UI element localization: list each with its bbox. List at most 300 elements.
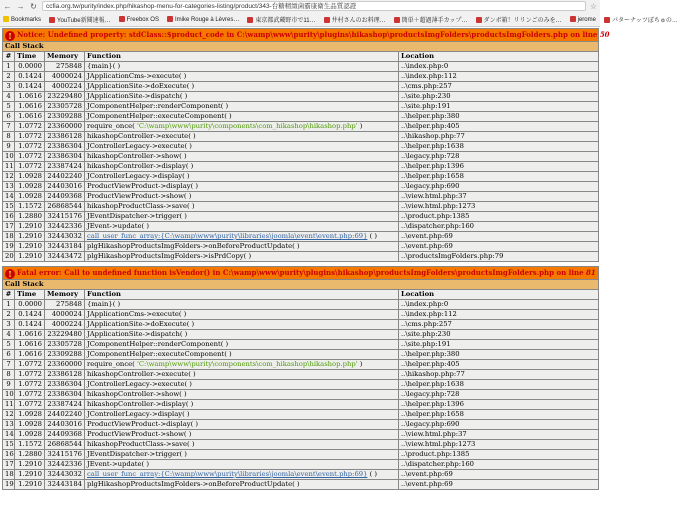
bookmark-label: Bookmarks: [11, 16, 42, 23]
table-row: [3, 152, 599, 162]
function-name: JControllerLegacy->display( ): [87, 172, 190, 180]
row-location: ..\productsImgFolders.php:79: [399, 252, 599, 262]
table-row: [3, 62, 599, 72]
bookmark-favicon-icon: [247, 17, 253, 23]
table-row: [3, 162, 599, 172]
row-index: 2: [3, 310, 15, 320]
function-name: JApplicationSite->doExecute( ): [87, 82, 195, 90]
column-header: Function: [85, 290, 399, 300]
row-index: 7: [3, 122, 15, 132]
call-stack-heading: Call Stack: [3, 280, 599, 290]
row-memory: 23309288: [45, 112, 85, 122]
function-name: plgHikashopProductsImgFolders->isPrdCopy( ): [87, 252, 252, 260]
row-index: 14: [3, 430, 15, 440]
row-index: 2: [3, 72, 15, 82]
row-function: [85, 152, 399, 162]
row-location: ..\event.php:69: [399, 470, 599, 480]
bookmark-item[interactable]: [324, 15, 386, 24]
row-index: 1: [3, 62, 15, 72]
bookmark-item[interactable]: [3, 16, 41, 23]
table-row: [3, 192, 599, 202]
row-function: [85, 390, 399, 400]
table-row: [3, 132, 599, 142]
row-time: 0.1424: [15, 320, 45, 330]
row-index: 15: [3, 202, 15, 212]
row-time: 1.0616: [15, 92, 45, 102]
row-function: [85, 300, 399, 310]
bookmark-item[interactable]: [247, 15, 315, 24]
bookmark-favicon-icon: [49, 17, 55, 23]
bookmark-item[interactable]: [476, 15, 562, 24]
function-name: hikashopController->execute( ): [87, 132, 196, 140]
row-index: 18: [3, 470, 15, 480]
table-row: [3, 232, 599, 242]
row-memory: 23386304: [45, 390, 85, 400]
column-header: Time: [15, 52, 45, 62]
table-row: [3, 252, 599, 262]
row-location: ..\helper.php:1638: [399, 380, 599, 390]
function-link[interactable]: call_user_func_array:{C:\wamp\www\purity\libraries\joomla\event\event.php:69}: [87, 470, 368, 478]
row-location: ..\legacy.php:690: [399, 420, 599, 430]
row-memory: 275848: [45, 300, 85, 310]
row-time: 1.0772: [15, 380, 45, 390]
bookmark-favicon-icon: [604, 17, 610, 23]
row-location: ..\site.php:230: [399, 330, 599, 340]
row-time: 0.0000: [15, 62, 45, 72]
column-header: Memory: [45, 290, 85, 300]
table-row: [3, 82, 599, 92]
url-input[interactable]: ccfia.org.tw/purity/index.php/hikashop-menu-for-categories-listing/product/343-台糖精緻菌霸康衛生品質認證: [42, 1, 586, 11]
row-time: 0.1424: [15, 310, 45, 320]
function-name: {main}( ): [87, 62, 121, 70]
column-header: Time: [15, 290, 45, 300]
row-location: ..\event.php:69: [399, 242, 599, 252]
row-function: [85, 470, 399, 480]
table-row: [3, 102, 599, 112]
error-heading: [3, 29, 610, 42]
error-label: Notice:: [17, 30, 46, 39]
bookmark-item[interactable]: [167, 16, 239, 23]
row-memory: 4000024: [45, 310, 85, 320]
bookmark-item[interactable]: [394, 15, 468, 24]
row-memory: 275848: [45, 62, 85, 72]
row-location: ..\helper.php:1658: [399, 410, 599, 420]
row-memory: 23305728: [45, 340, 85, 350]
row-location: ..\legacy.php:728: [399, 152, 599, 162]
table-row: [3, 112, 599, 122]
column-header: #: [3, 290, 15, 300]
row-index: 16: [3, 212, 15, 222]
column-header: Memory: [45, 52, 85, 62]
row-function: [85, 340, 399, 350]
row-index: 14: [3, 192, 15, 202]
row-function: [85, 232, 399, 242]
row-function: [85, 122, 399, 132]
row-index: 11: [3, 162, 15, 172]
row-location: ..\helper.php:1396: [399, 162, 599, 172]
function-link[interactable]: call_user_func_array:{C:\wamp\www\purity\libraries\joomla\event\event.php:69}: [87, 232, 368, 240]
function-name: ProductViewProduct->display( ): [87, 182, 199, 190]
row-index: 17: [3, 222, 15, 232]
row-function: [85, 380, 399, 390]
row-function: [85, 112, 399, 122]
row-function: [85, 480, 399, 490]
row-time: 1.2910: [15, 232, 45, 242]
row-memory: 24403016: [45, 420, 85, 430]
table-row: [3, 340, 599, 350]
row-memory: 23386304: [45, 380, 85, 390]
row-memory: 23386304: [45, 152, 85, 162]
row-function: [85, 350, 399, 360]
row-location: ..\helper.php:380: [399, 350, 599, 360]
function-name: ProductViewProduct->display( ): [87, 420, 199, 428]
row-time: 1.0928: [15, 172, 45, 182]
bookmark-favicon-icon: [476, 17, 482, 23]
function-name: require_once(: [87, 360, 137, 368]
row-memory: 32443184: [45, 480, 85, 490]
row-function: [85, 212, 399, 222]
error-message: Call to undefined function isVendor() in C:\wamp\www\purity\plugins\hikashop\productsImgFolders\productsImgFolders.php on line: [64, 268, 584, 277]
table-row: [3, 350, 599, 360]
row-time: 1.0772: [15, 370, 45, 380]
error-line: 50: [599, 30, 610, 39]
row-memory: 26868544: [45, 202, 85, 212]
row-time: 1.2910: [15, 480, 45, 490]
function-name: JApplicationSite->dispatch( ): [87, 92, 188, 100]
error-bang-icon: !: [5, 269, 15, 279]
reload-icon[interactable]: ↻: [30, 1, 37, 11]
row-index: 15: [3, 440, 15, 450]
row-function: [85, 330, 399, 340]
table-row: [3, 360, 599, 370]
bookmark-item[interactable]: [570, 16, 596, 23]
row-location: ..\site.php:230: [399, 92, 599, 102]
row-index: 1: [3, 300, 15, 310]
call-stack-heading: Call Stack: [3, 42, 599, 52]
table-row: [3, 72, 599, 82]
row-memory: 23360000: [45, 360, 85, 370]
bookmark-label: Imike Rouge à Lèvres…: [174, 16, 240, 23]
row-location: ..\index.php:112: [399, 72, 599, 82]
row-function: [85, 450, 399, 460]
row-memory: 24402240: [45, 172, 85, 182]
row-function: [85, 460, 399, 470]
row-function: [85, 360, 399, 370]
table-row: [3, 122, 599, 132]
row-time: 1.0772: [15, 122, 45, 132]
column-header: Location: [399, 290, 599, 300]
page-content: [0, 27, 610, 495]
function-name: JComponentHelper::renderComponent( ): [87, 102, 229, 110]
row-time: 0.1424: [15, 82, 45, 92]
row-location: ..\hikashop.php:77: [399, 370, 599, 380]
bookmarks-star-icon: [3, 16, 9, 22]
bookmark-label: YouTube新聞速報…: [57, 17, 111, 24]
row-memory: 32443032: [45, 470, 85, 480]
row-memory: 23229480: [45, 92, 85, 102]
error-label: Fatal error:: [17, 268, 62, 277]
row-index: 6: [3, 350, 15, 360]
bookmarks-bar: [0, 12, 678, 26]
row-memory: 32415176: [45, 450, 85, 460]
table-row: [3, 470, 599, 480]
row-location: ..\site.php:191: [399, 340, 599, 350]
function-name: JApplicationCms->execute( ): [87, 310, 187, 318]
row-location: ..\view.html.php:1273: [399, 202, 599, 212]
row-index: 13: [3, 182, 15, 192]
function-name: hikashopProductClass->save( ): [87, 440, 195, 448]
table-row: [3, 172, 599, 182]
table-row: [3, 310, 599, 320]
row-index: 12: [3, 172, 15, 182]
row-index: 9: [3, 142, 15, 152]
row-time: 1.0772: [15, 142, 45, 152]
table-row: [3, 330, 599, 340]
row-time: 0.0000: [15, 300, 45, 310]
table-row: [3, 92, 599, 102]
row-time: 1.0772: [15, 152, 45, 162]
row-location: ..\index.php:0: [399, 300, 599, 310]
row-time: 1.0772: [15, 390, 45, 400]
row-memory: 24402240: [45, 410, 85, 420]
row-function: [85, 430, 399, 440]
row-function: [85, 400, 399, 410]
table-row: [3, 400, 599, 410]
row-time: 1.0616: [15, 350, 45, 360]
function-name: hikashopController->execute( ): [87, 370, 196, 378]
bookmark-item[interactable]: [49, 15, 111, 24]
browser-chrome: [0, 0, 678, 27]
function-name: hikashopProductClass->save( ): [87, 202, 195, 210]
row-memory: 23387424: [45, 162, 85, 172]
row-memory: 4000224: [45, 82, 85, 92]
function-name: {main}( ): [87, 300, 121, 308]
function-arg: 'C:\wamp\www\purity\components\com_hikashop\hikashop.php': [136, 122, 358, 130]
xdebug-error-table: [2, 266, 599, 490]
row-time: 1.0772: [15, 162, 45, 172]
bookmark-label: ダンボ箱！リリンごのみを…: [483, 17, 562, 24]
row-index: 17: [3, 460, 15, 470]
row-index: 5: [3, 340, 15, 350]
row-time: 1.0772: [15, 400, 45, 410]
row-time: 1.0616: [15, 330, 45, 340]
function-name: hikashopController->display( ): [87, 162, 194, 170]
row-time: 1.0928: [15, 192, 45, 202]
row-function: [85, 62, 399, 72]
function-name: JComponentHelper::executeComponent( ): [87, 350, 232, 358]
table-row: [3, 242, 599, 252]
bookmark-favicon-icon: [394, 17, 400, 23]
row-function: [85, 132, 399, 142]
row-time: 1.2910: [15, 252, 45, 262]
row-function: [85, 162, 399, 172]
row-memory: 23309288: [45, 350, 85, 360]
table-row: [3, 202, 599, 212]
row-index: 8: [3, 370, 15, 380]
row-function: [85, 320, 399, 330]
table-row: [3, 450, 599, 460]
row-memory: 23386128: [45, 370, 85, 380]
row-memory: 32443032: [45, 232, 85, 242]
bookmark-favicon-icon: [119, 16, 125, 22]
row-location: ..\cms.php:257: [399, 82, 599, 92]
row-location: ..\legacy.php:690: [399, 182, 599, 192]
row-index: 10: [3, 390, 15, 400]
row-function: [85, 172, 399, 182]
star-icon[interactable]: ☆: [589, 1, 597, 11]
row-location: ..\product.php:1385: [399, 450, 599, 460]
function-name: hikashopController->display( ): [87, 400, 194, 408]
row-time: 1.0928: [15, 420, 45, 430]
function-name: JEvent->update( ): [87, 460, 149, 468]
row-index: 10: [3, 152, 15, 162]
row-memory: 32443472: [45, 252, 85, 262]
table-row: [3, 430, 599, 440]
row-index: 5: [3, 102, 15, 112]
function-name: ProductViewProduct->show( ): [87, 192, 192, 200]
table-row: [3, 390, 599, 400]
error-message: Undefined property: stdClass::$product_code in C:\wamp\www\purity\plugins\hikashop\productsImgFolders\productsImgFolders.php on line: [47, 30, 598, 39]
function-arg: 'C:\wamp\www\purity\components\com_hikashop\hikashop.php': [136, 360, 358, 368]
table-row: [3, 410, 599, 420]
row-location: ..\helper.php:1638: [399, 142, 599, 152]
function-name: plgHikashopProductsImgFolders->onBeforeProductUpdate( ): [87, 480, 300, 488]
table-row: [3, 380, 599, 390]
row-location: ..\cms.php:257: [399, 320, 599, 330]
column-header: Function: [85, 52, 399, 62]
row-function: [85, 222, 399, 232]
table-row: [3, 320, 599, 330]
row-index: 6: [3, 112, 15, 122]
function-name: hikashopController->show( ): [87, 152, 187, 160]
row-memory: 32415176: [45, 212, 85, 222]
row-time: 1.1572: [15, 202, 45, 212]
row-location: ..\helper.php:405: [399, 360, 599, 370]
row-function: [85, 420, 399, 430]
row-function: [85, 202, 399, 212]
row-function: [85, 192, 399, 202]
forward-icon[interactable]: →: [16, 1, 25, 11]
bookmark-label: 簡単＋超過薄手カップ…: [401, 17, 468, 24]
row-index: 18: [3, 232, 15, 242]
row-time: 1.2910: [15, 460, 45, 470]
row-index: 16: [3, 450, 15, 460]
row-index: 7: [3, 360, 15, 370]
table-row: [3, 480, 599, 490]
row-memory: 4000024: [45, 72, 85, 82]
row-time: 1.0928: [15, 410, 45, 420]
table-row: [3, 300, 599, 310]
column-header: #: [3, 52, 15, 62]
bookmark-label: jerome: [577, 16, 596, 23]
row-index: 20: [3, 252, 15, 262]
bookmark-favicon-icon: [324, 17, 330, 23]
row-index: 4: [3, 92, 15, 102]
row-memory: 32442336: [45, 222, 85, 232]
error-line: 81: [585, 268, 596, 277]
table-row: [3, 440, 599, 450]
row-memory: 32443184: [45, 242, 85, 252]
row-function: [85, 440, 399, 450]
table-row: [3, 222, 599, 232]
row-location: ..\helper.php:405: [399, 122, 599, 132]
table-row: [3, 420, 599, 430]
bookmark-item[interactable]: [119, 16, 159, 23]
row-index: 13: [3, 420, 15, 430]
row-location: ..\helper.php:1658: [399, 172, 599, 182]
function-suffix: ( ): [367, 232, 378, 240]
function-suffix: ): [357, 360, 363, 368]
row-time: 1.2910: [15, 222, 45, 232]
error-bang-icon: !: [5, 31, 15, 41]
function-name: JEvent->update( ): [87, 222, 149, 230]
row-index: 19: [3, 480, 15, 490]
function-name: JControllerLegacy->execute( ): [87, 142, 192, 150]
row-time: 0.1424: [15, 72, 45, 82]
row-location: ..\event.php:69: [399, 480, 599, 490]
row-location: ..\event.php:69: [399, 232, 599, 242]
row-location: ..\view.html.php:1273: [399, 440, 599, 450]
row-function: [85, 410, 399, 420]
bookmark-label: 東京都武蔵野市で11…: [255, 17, 316, 24]
bookmark-label: Freebox OS: [126, 16, 159, 23]
row-location: ..\view.html.php:37: [399, 430, 599, 440]
function-name: JApplicationCms->execute( ): [87, 72, 187, 80]
function-name: JEventDispatcher->trigger( ): [87, 450, 187, 458]
row-time: 1.0616: [15, 340, 45, 350]
function-name: JApplicationSite->dispatch( ): [87, 330, 188, 338]
row-index: 9: [3, 380, 15, 390]
row-memory: 23386128: [45, 132, 85, 142]
bookmark-favicon-icon: [570, 16, 576, 22]
row-time: 1.2880: [15, 450, 45, 460]
function-name: JComponentHelper::executeComponent( ): [87, 112, 232, 120]
row-location: ..\site.php:191: [399, 102, 599, 112]
row-memory: 24409368: [45, 192, 85, 202]
row-function: [85, 102, 399, 112]
function-name: ProductViewProduct->show( ): [87, 430, 192, 438]
row-time: 1.0616: [15, 102, 45, 112]
row-location: ..\dispatcher.php:160: [399, 460, 599, 470]
row-function: [85, 242, 399, 252]
row-function: [85, 82, 399, 92]
row-time: 1.0772: [15, 360, 45, 370]
function-suffix: ( ): [367, 470, 378, 478]
row-memory: 26868544: [45, 440, 85, 450]
bookmark-item[interactable]: [604, 15, 678, 24]
row-function: [85, 310, 399, 320]
table-row: [3, 370, 599, 380]
row-function: [85, 182, 399, 192]
row-time: 1.2910: [15, 242, 45, 252]
back-icon[interactable]: ←: [3, 1, 12, 11]
row-function: [85, 142, 399, 152]
row-index: 4: [3, 330, 15, 340]
function-name: hikashopController->show( ): [87, 390, 187, 398]
function-suffix: ): [357, 122, 363, 130]
row-index: 8: [3, 132, 15, 142]
row-function: [85, 370, 399, 380]
row-time: 1.0772: [15, 132, 45, 142]
function-name: require_once(: [87, 122, 137, 130]
row-memory: 32442336: [45, 460, 85, 470]
address-bar-row: [0, 0, 600, 12]
function-name: plgHikashopProductsImgFolders->onBeforeProductUpdate( ): [87, 242, 300, 250]
row-location: ..\helper.php:1396: [399, 400, 599, 410]
row-time: 1.2910: [15, 470, 45, 480]
row-memory: 23386304: [45, 142, 85, 152]
xdebug-error-table: [2, 28, 610, 262]
